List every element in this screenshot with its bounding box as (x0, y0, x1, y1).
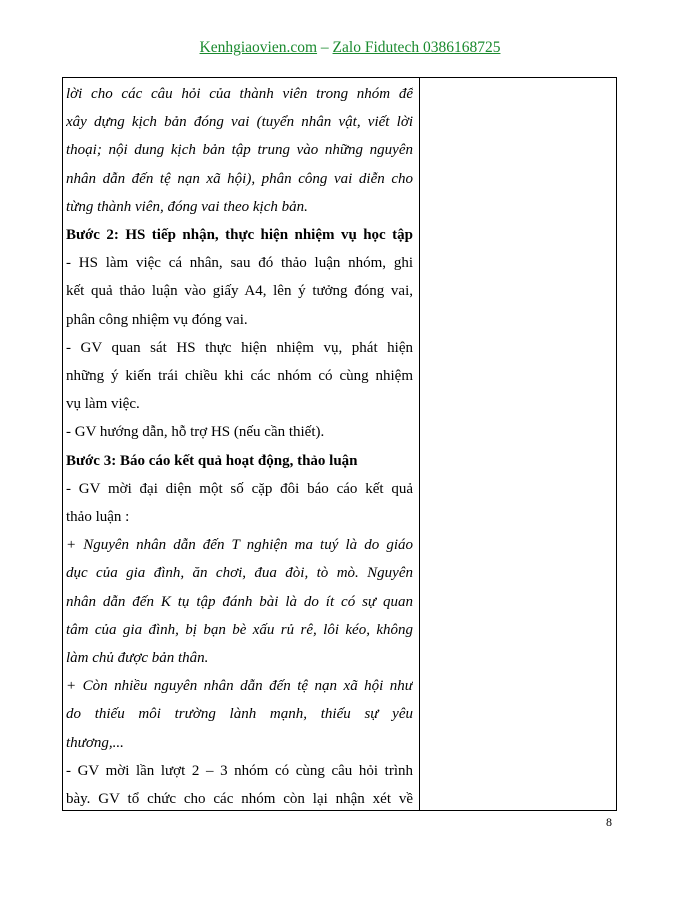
text-line: bày. GV tổ chức cho các nhóm còn lại nhận xét về (66, 791, 413, 808)
step-heading: Bước 2: HS tiếp nhận, thực hiện nhiệm vụ học tập (66, 227, 413, 244)
text-line: + Còn nhiều nguyên nhân dẫn đến tệ nạn xã hội như (66, 678, 413, 695)
page-number: 8 (606, 815, 612, 829)
text-line: xây dựng kịch bản đóng vai (tuyển nhân vật, viết lời (66, 114, 413, 131)
text-line: - GV quan sát HS thực hiện nhiệm vụ, phát hiện (66, 339, 413, 356)
activity-cell (63, 80, 419, 813)
text-line: - GV hướng dẫn, hỗ trợ HS (nếu cần thiết). (66, 424, 325, 441)
text-line: làm chủ được bản thân. (66, 650, 209, 667)
header-contact[interactable]: Zalo Fidutech 0386168725 (332, 39, 501, 56)
text-line: thảo luận : (66, 509, 130, 526)
text-line: kết quả thảo luận vào giấy A4, lên ý tưởng đóng vai, (66, 283, 413, 300)
text-line: thương,... (66, 734, 124, 751)
text-line: - GV mời lần lượt 2 – 3 nhóm có cùng câu hỏi trình (66, 762, 413, 779)
page-header (0, 38, 700, 58)
text-line: vụ làm việc. (66, 396, 140, 413)
lesson-table (62, 77, 617, 811)
text-line: lời cho các câu hỏi của thành viên trong nhóm để (66, 86, 413, 102)
text-line: từng thành viên, đóng vai theo kịch bản. (66, 198, 308, 215)
text-line: nhân dẫn đến K tụ tập đánh bài là do ít có sự quan (66, 593, 413, 610)
text-line: do thiếu môi trường lành mạnh, thiếu sự yêu (66, 706, 413, 723)
text-line: dục của gia đình, ăn chơi, đua đòi, tò mò. Nguyên (66, 565, 413, 582)
header-separator: – (317, 39, 333, 56)
notes-cell (420, 78, 616, 810)
text-line: + Nguyên nhân dẫn đến T nghiện ma tuý là do giáo (66, 537, 413, 554)
text-line: - GV mời đại diện một số cặp đôi báo cáo kết quả (66, 480, 413, 497)
text-line: những ý kiến trái chiều khi các nhóm có cùng nhiệm (66, 368, 413, 385)
text-line: thoại; nội dung kịch bản tập trung vào những nguyên (66, 142, 413, 159)
step-heading: Bước 3: Báo cáo kết quả hoạt động, thảo luận (66, 452, 358, 469)
text-line: - HS làm việc cá nhân, sau đó thảo luận nhóm, ghi (66, 255, 413, 272)
header-site[interactable]: Kenhgiaovien.com (199, 39, 318, 56)
text-line: tâm của gia đình, bị bạn bè xấu rủ rê, lôi kéo, không (66, 621, 413, 638)
text-line: phân công nhiệm vụ đóng vai. (66, 311, 248, 328)
text-line: nhân dẫn đến tệ nạn xã hội), phân công vai diễn cho (66, 170, 413, 187)
